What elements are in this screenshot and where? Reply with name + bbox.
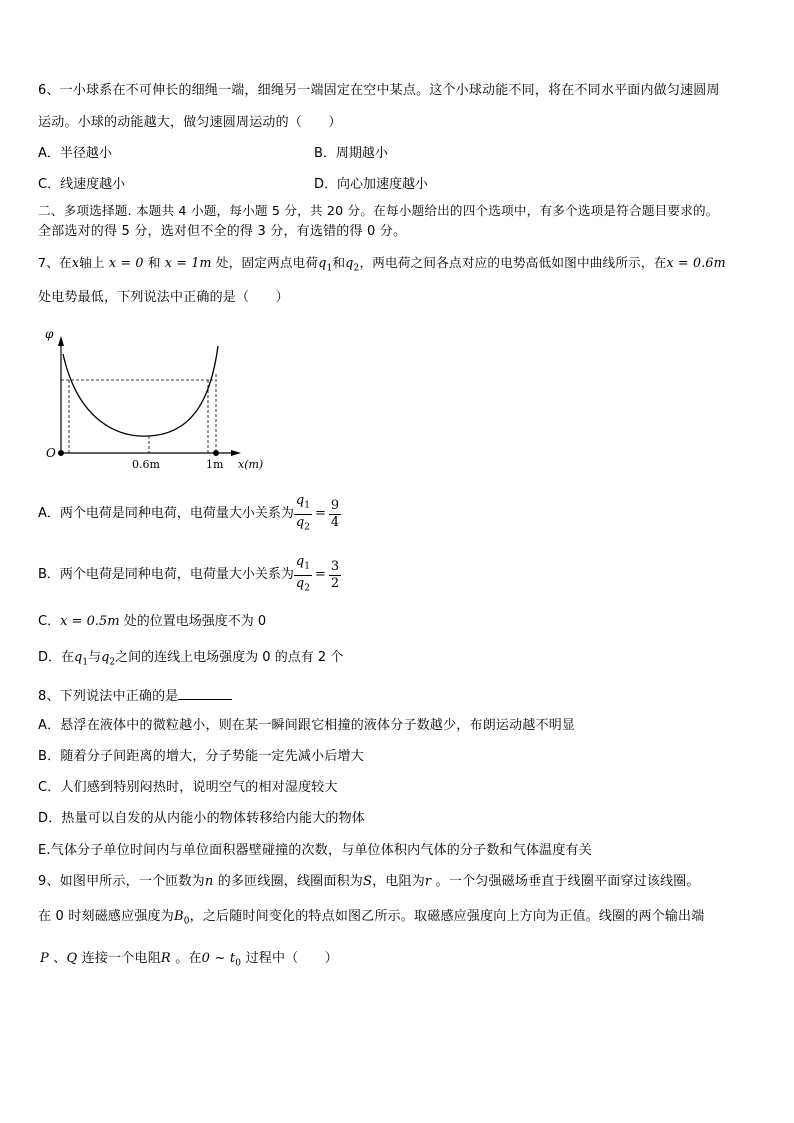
section2-instructions-line1: 二、多项选择题. 本题共 4 小题，每小题 5 分，共 20 分。在每小题给出的四个选项中，有多个选项是符合题目要求的。 <box>38 203 719 218</box>
charge-q1-dot <box>58 450 64 456</box>
q7-option-d: D．在$q_1$与$q_2$之间的连线上电场强度为 0 的点有 2 个 <box>38 650 344 668</box>
ratio-q1-q2-fraction: $\frac{q_1}{q_2}$ <box>295 492 310 533</box>
q8-stem: 8、下列说法中正确的是 <box>38 687 232 706</box>
answer-blank <box>178 687 232 700</box>
origin-label: O <box>46 446 56 460</box>
tick-label-1m: 1m <box>206 458 224 471</box>
q9-stem-line2: 在 0 时刻磁感应强度为$B_0$，之后随时间变化的特点如图乙所示。取磁感应强度向上方向为正值。线圈的两个输出端 <box>38 909 705 927</box>
q6-option-b: B．周期越小 <box>314 146 388 161</box>
q8-option-b: B．随着分子间距离的增大，分子势能一定先减小后增大 <box>38 749 364 764</box>
q7-option-c: C．x = 0.5m 处的位置电场强度不为 0 <box>38 614 267 629</box>
potential-graph <box>38 326 278 476</box>
q9-stem-line3: P 、Q 连接一个电阻R 。在0 ~ $t_0$ 过程中（ ） <box>40 951 338 969</box>
q7-option-a: A．两个电荷是同种电荷，电荷量大小关系为 $\frac{q_1}{q_2}$ = $\frac{9}{4}$ <box>38 494 341 534</box>
ratio-value-fraction: $\frac{9}{4}$ <box>330 497 340 530</box>
q8-option-e: E.气体分子单位时间内与单位面积器壁碰撞的次数，与单位体积内气体的分子数和气体温度有关 <box>38 843 592 858</box>
ratio-value-fraction: $\frac{3}{2}$ <box>330 558 340 591</box>
tick-label-0-6m: 0.6m <box>132 458 160 471</box>
q6-option-c: C．线速度越小 <box>38 177 126 192</box>
section2-instructions-line2: 全部选对的得 5 分，选对但不全的得 3 分，有选错的得 0 分。 <box>38 224 407 239</box>
q6-option-a: A．半径越小 <box>38 146 112 161</box>
y-axis-arrow-icon <box>58 336 64 346</box>
x-axis-label: x(m) <box>238 458 264 471</box>
q6-stem-line2: 运动。小球的动能越大，做匀速圆周运动的（ ） <box>38 115 342 130</box>
q7-option-b: B．两个电荷是同种电荷，电荷量大小关系为 $\frac{q_1}{q_2}$ = $\frac{3}{2}$ <box>38 555 341 595</box>
potential-curve <box>63 346 218 436</box>
ratio-q1-q2-fraction: $\frac{q_1}{q_2}$ <box>295 553 310 594</box>
q7-stem-line2: 处电势最低，下列说法中正确的是（ ） <box>38 290 289 305</box>
y-axis-label: φ <box>45 327 54 341</box>
q8-option-a: A．悬浮在液体中的微粒越小，则在某一瞬间跟它相撞的液体分子数越少，布朗运动越不明显 <box>38 718 576 733</box>
q6-stem-line1: 6、一小球系在不可伸长的细绳一端，细绳另一端固定在空中某点。这个小球动能不同，将在不同水平面内做匀速圆周 <box>38 83 720 98</box>
charge-q2-dot <box>213 450 219 456</box>
q7-stem-line1: 7、在x轴上 x = 0 和 x = 1m 处，固定两点电荷$q_1$和$q_2$，两电荷之间各点对应的电势高低如图中曲线所示，在x = 0.6m <box>38 255 726 274</box>
x-axis-arrow-icon <box>231 450 241 456</box>
q6-option-d: D．向心加速度越小 <box>314 177 429 192</box>
q8-option-c: C．人们感到特别闷热时，说明空气的相对湿度较大 <box>38 780 338 795</box>
q9-stem-line1: 9、如图甲所示，一个匝数为n 的多匝线圈，线圈面积为S，电阻为r 。一个匀强磁场垂直于线圈平面穿过该线圈。 <box>38 874 700 889</box>
q8-option-d: D．热量可以自发的从内能小的物体转移给内能大的物体 <box>38 811 366 826</box>
